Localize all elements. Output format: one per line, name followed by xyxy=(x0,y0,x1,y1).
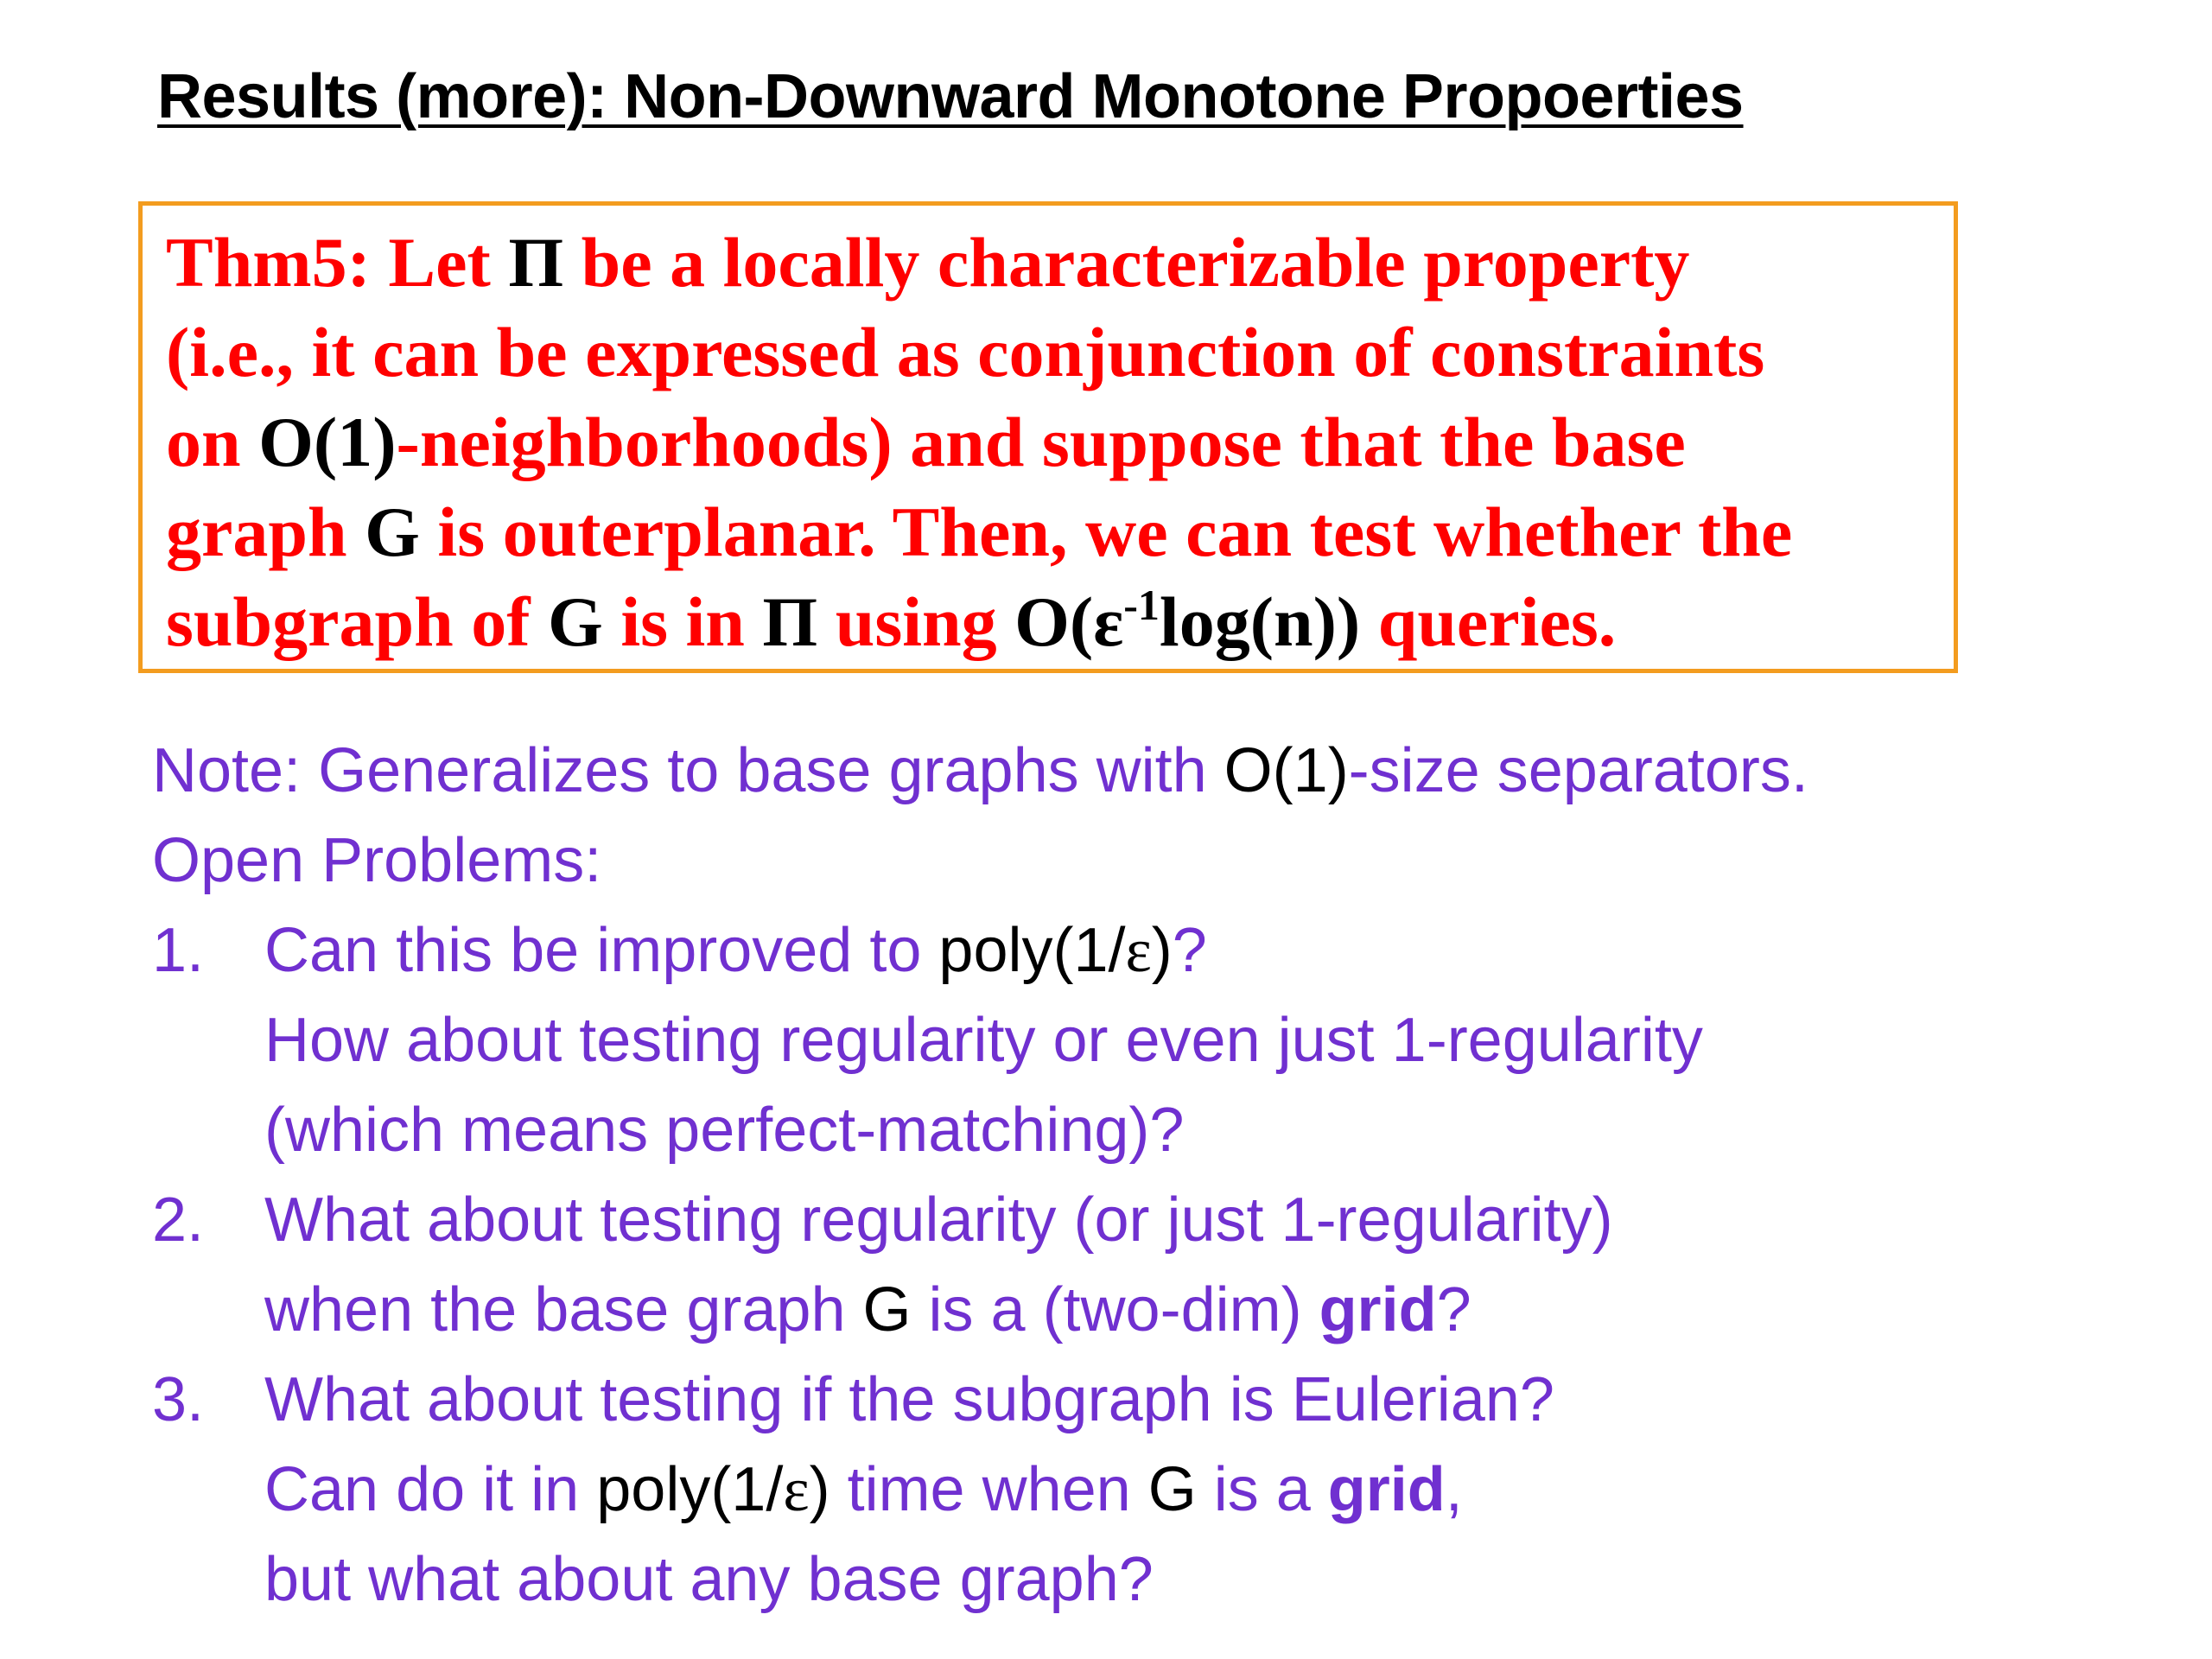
theorem-text: queries. xyxy=(1360,582,1617,661)
problem-text: , xyxy=(1445,1455,1463,1524)
big-o-term: O(1) xyxy=(258,403,397,481)
theorem-text: -neighborhoods) and suppose that the base xyxy=(396,403,1686,481)
poly-term xyxy=(938,916,1172,985)
problem-text: time when xyxy=(830,1455,1148,1524)
epsilon-symbol: ε xyxy=(1125,916,1152,985)
problem-line: but what about any base graph? xyxy=(264,1545,1154,1614)
poly-suffix: ) xyxy=(809,1455,830,1524)
theorem-line-3 xyxy=(166,397,1954,487)
open-problems-heading: Open Problems: xyxy=(152,826,602,895)
problem-number: 3. xyxy=(152,1365,205,1434)
theorem-text: is outerplanar. Then, we can test whether the xyxy=(419,493,1793,571)
pi-symbol: Π xyxy=(762,582,818,661)
theorem-line-1 xyxy=(166,218,1954,308)
theorem-text: is in xyxy=(602,582,763,661)
problem-text: Can this be improved to xyxy=(264,916,939,985)
theorem-line-4 xyxy=(166,487,1954,577)
theorem-text: subgraph of xyxy=(166,582,549,661)
complexity-term xyxy=(1014,582,1360,661)
problem-line: What about testing if the subgraph is Eulerian? xyxy=(264,1365,1554,1434)
poly-prefix: poly(1/ xyxy=(938,916,1126,985)
theorem-text: using xyxy=(817,582,1015,661)
problem-line xyxy=(264,1265,1613,1355)
big-o-term: O(1) xyxy=(1224,736,1349,805)
theorem-text: on xyxy=(166,403,259,481)
problem-line xyxy=(264,1445,1554,1535)
grid-emphasis: grid xyxy=(1327,1455,1446,1524)
graph-symbol: G xyxy=(365,493,420,571)
graph-symbol: G xyxy=(862,1275,912,1344)
problem-line xyxy=(264,906,1703,995)
problem-text: is a (two-dim) xyxy=(911,1275,1319,1344)
complexity-log: log(n)) xyxy=(1159,582,1361,661)
theorem-text: (i.e., it can be expressed as conjunction of constraints xyxy=(166,313,1765,391)
complexity-base: O(ε xyxy=(1014,582,1124,661)
graph-symbol: G xyxy=(1147,1455,1197,1524)
problem-lines xyxy=(264,1175,1613,1355)
poly-term xyxy=(596,1455,830,1524)
problem-number: 1. xyxy=(152,916,205,985)
note-text: -size separators. xyxy=(1348,736,1808,805)
problem-lines xyxy=(264,906,1703,1175)
theorem-line-5 xyxy=(166,577,1954,667)
epsilon-symbol: ε xyxy=(783,1455,810,1524)
problem-number: 2. xyxy=(152,1185,205,1255)
theorem-text: be a locally characterizable property xyxy=(563,223,1690,302)
problem-text: ? xyxy=(1436,1275,1471,1344)
note-text: Note: Generalizes to base graphs with xyxy=(152,736,1224,805)
problem-text: is a xyxy=(1196,1455,1328,1524)
theorem-text: graph xyxy=(166,493,365,571)
note-line xyxy=(152,726,1808,816)
complexity-exponent: -1 xyxy=(1123,581,1160,629)
poly-prefix: poly(1/ xyxy=(596,1455,784,1524)
problem-line: How about testing regularity or even just 1-regularity xyxy=(264,1006,1703,1075)
problem-lines xyxy=(264,1355,1554,1624)
problem-line: What about testing regularity (or just 1-regularity) xyxy=(264,1185,1613,1255)
poly-suffix: ) xyxy=(1151,916,1173,985)
theorem-text: Thm5: Let xyxy=(166,223,509,302)
problem-line: (which means perfect-matching)? xyxy=(264,1096,1185,1165)
problem-text: ? xyxy=(1172,916,1207,985)
pi-symbol: Π xyxy=(508,223,564,302)
theorem-line-2 xyxy=(166,308,1954,397)
slide-title: Results (more): Non-Downward Monotone Propoerties xyxy=(157,62,1744,131)
problem-text: Can do it in xyxy=(264,1455,597,1524)
graph-symbol: G xyxy=(548,582,603,661)
grid-emphasis: grid xyxy=(1319,1275,1437,1344)
problem-text: when the base graph xyxy=(264,1275,863,1344)
theorem-box xyxy=(138,201,1958,673)
